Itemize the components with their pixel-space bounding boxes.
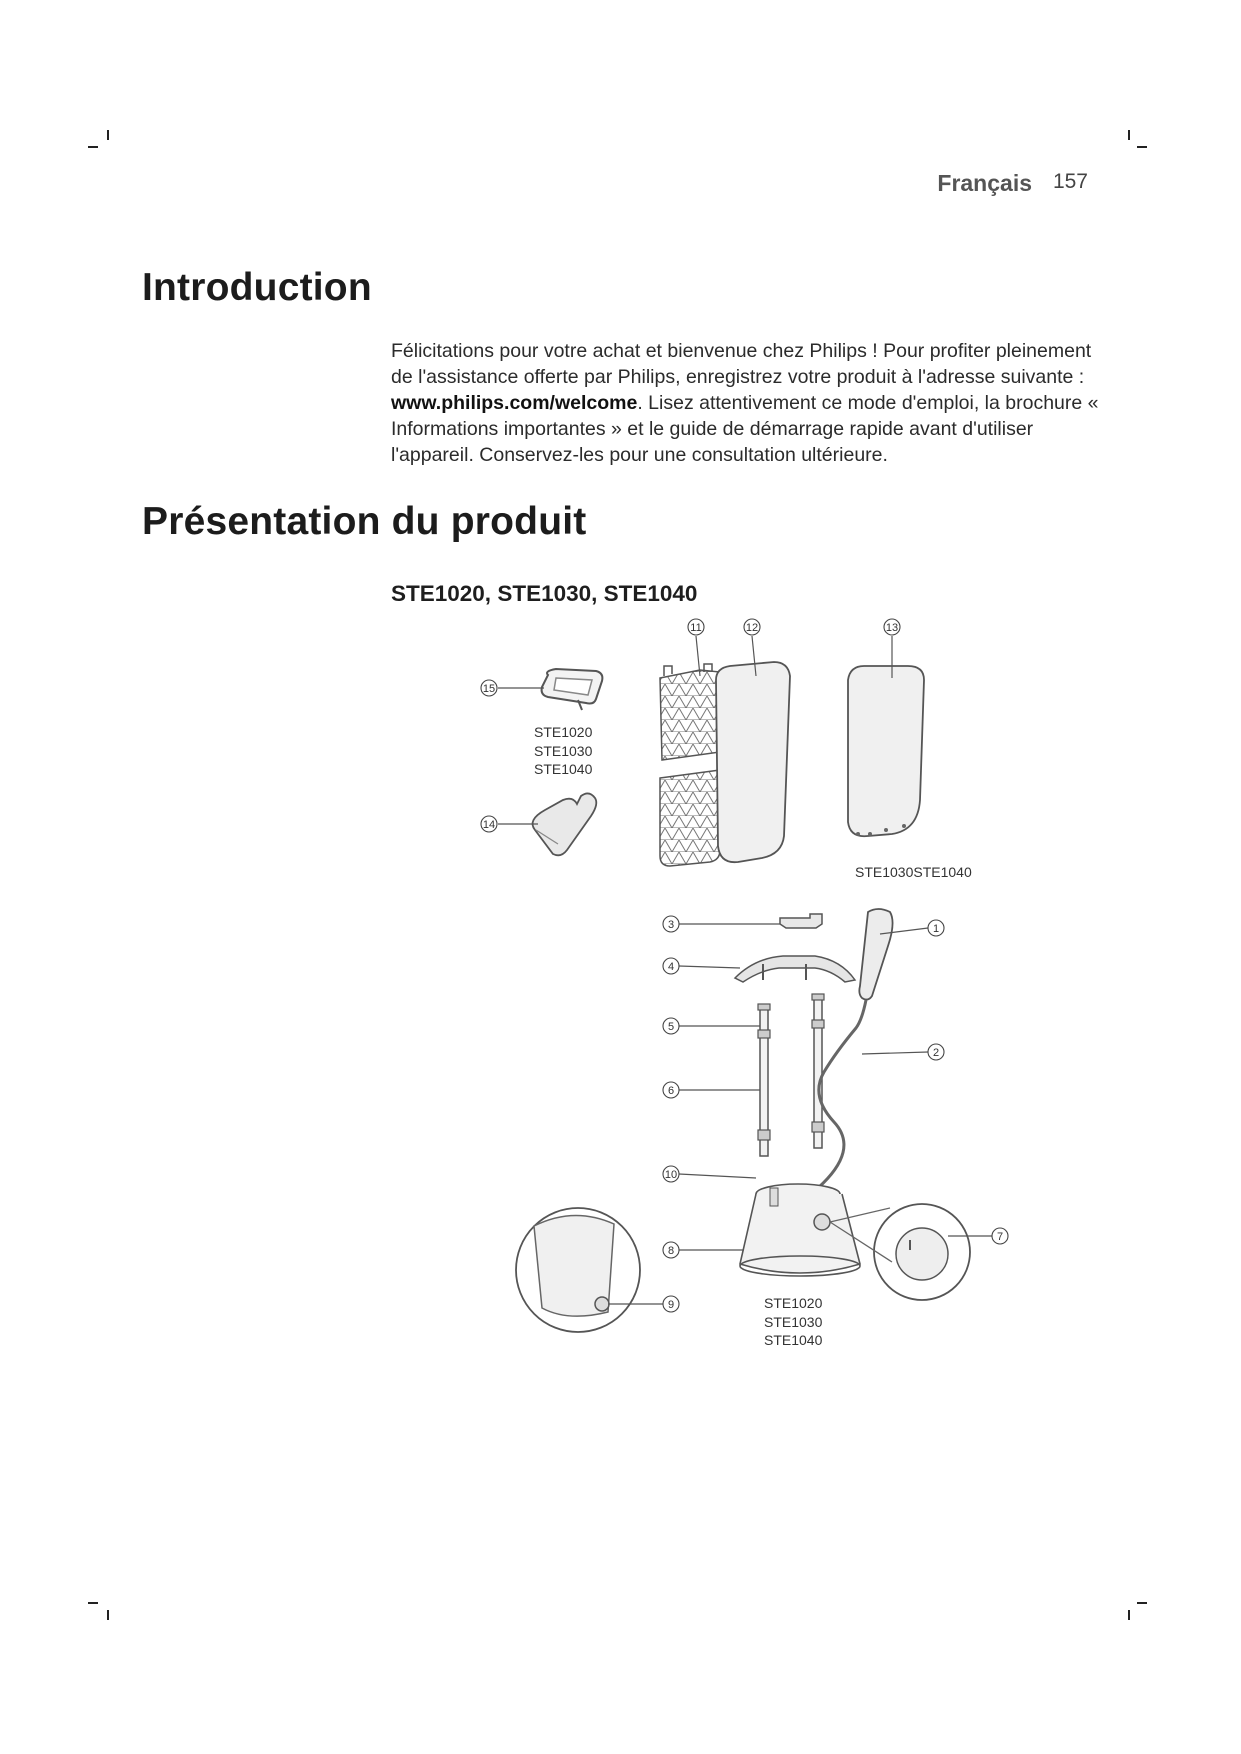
callout-8 bbox=[663, 1242, 679, 1258]
part-4-hanger bbox=[735, 956, 855, 982]
callout-number: 1 bbox=[932, 923, 940, 935]
callout-number: 2 bbox=[932, 1047, 940, 1059]
callout-5 bbox=[663, 1018, 679, 1034]
callout-number: 8 bbox=[667, 1245, 675, 1257]
callout-9 bbox=[663, 1296, 679, 1312]
model-label: STE1020 bbox=[534, 724, 593, 740]
callout-number: 10 bbox=[664, 1169, 678, 1181]
header-language: Français bbox=[937, 170, 1032, 196]
callout-number: 7 bbox=[996, 1231, 1004, 1243]
callout-number: 6 bbox=[667, 1085, 675, 1097]
intro-text-after: . Lisez attentivement ce mode d'emploi, la brochure « Informations importantes » et le guide de démarrage rapide avant d'utiliser l'appareil. Conservez-les pour une consultation ultérieure. bbox=[391, 392, 1099, 466]
callout-number: 13 bbox=[885, 622, 899, 634]
model-label: STE1040 bbox=[764, 1332, 823, 1348]
callout-number: 11 bbox=[690, 622, 702, 634]
callout-number: 5 bbox=[667, 1021, 675, 1033]
part-1-steamer-head bbox=[859, 909, 892, 1000]
callout-11 bbox=[688, 619, 704, 635]
part-12-board-cover bbox=[716, 662, 790, 862]
callout-number: 9 bbox=[667, 1299, 675, 1311]
callout-13 bbox=[884, 619, 900, 635]
callout-6 bbox=[663, 1082, 679, 1098]
page-number: 157 bbox=[1052, 170, 1088, 193]
part-13-board-cover-large bbox=[848, 666, 924, 836]
models-heading: STE1020, STE1030, STE1040 bbox=[391, 581, 698, 606]
callout-number: 12 bbox=[745, 622, 759, 634]
part-3-hanger-top bbox=[780, 914, 822, 928]
callout-10 bbox=[663, 1166, 679, 1182]
callout-3 bbox=[663, 916, 679, 932]
callout-15 bbox=[481, 680, 497, 696]
part-14-glove bbox=[533, 793, 597, 855]
callout-7 bbox=[992, 1228, 1008, 1244]
part-11-garment-board bbox=[660, 664, 720, 866]
callout-12 bbox=[744, 619, 760, 635]
model-label: STE1030 bbox=[764, 1313, 823, 1330]
model-label: STE1020 bbox=[764, 1295, 823, 1311]
callout-14 bbox=[481, 816, 497, 832]
callout-number: 4 bbox=[667, 961, 675, 973]
callout-number: 15 bbox=[482, 683, 496, 695]
model-label-part-13: STE1030STE1040 bbox=[855, 864, 972, 880]
overview-title: Présentation du produit bbox=[142, 500, 587, 543]
callout-number: 3 bbox=[667, 919, 675, 931]
callout-4 bbox=[663, 958, 679, 974]
intro-text-before: Félicitations pour votre achat et bienvenue chez Philips ! Pour profiter pleinement de l'assistance offerte par Philips, enregistrez votre produit à l'adresse suivante : bbox=[391, 340, 1092, 388]
model-label: STE1040 bbox=[534, 761, 593, 777]
callout-1 bbox=[928, 920, 944, 936]
part-5-6-poles bbox=[758, 994, 824, 1156]
intro-title: Introduction bbox=[142, 266, 372, 309]
callout-number: 14 bbox=[482, 819, 496, 831]
welcome-url: www.philips.com/welcome bbox=[391, 392, 638, 414]
model-label: STE1030 bbox=[534, 742, 593, 759]
part-9-magnifier-detail bbox=[516, 1208, 640, 1332]
part-15-frame-ring bbox=[542, 669, 603, 710]
callout-2 bbox=[928, 1044, 944, 1060]
